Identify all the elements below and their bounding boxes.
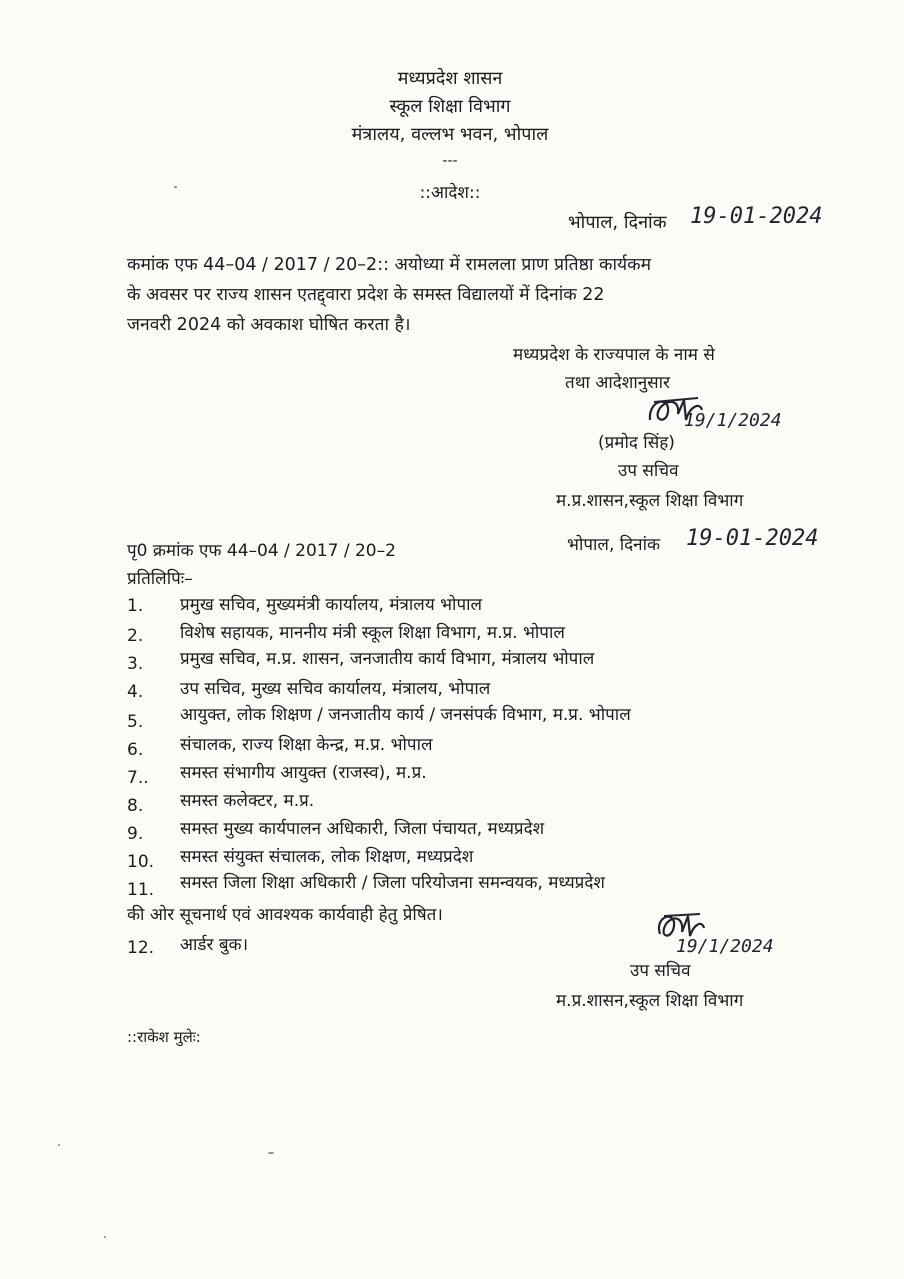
signatory-designation-1: उप सचिव: [618, 461, 679, 481]
signatory-department-1: म.प्र.शासन,स्कूल शिक्षा विभाग: [556, 491, 744, 511]
list-item-number: 1.: [127, 596, 144, 616]
header-line-department: स्कूल शिक्षा विभाग: [389, 96, 511, 117]
forward-note: की ओर सूचनार्थ एवं आवश्यक कार्यवाही हेतु प्रेषित।: [127, 905, 443, 925]
order-date-handwritten: 19-01-2024: [690, 204, 823, 229]
signature-date-1: 19/1/2024: [684, 410, 782, 431]
order-body-line-2: के अवसर पर राज्य शासन एतद्द्वारा प्रदेश के समस्त विद्यालयों में दिनांक 22: [127, 285, 605, 305]
list-item-number: 12.: [127, 938, 155, 958]
list-item-text: विशेष सहायक, माननीय मंत्री स्कूल शिक्षा विभाग, म.प्र. भोपाल: [180, 623, 565, 643]
list-item-number: 3.: [127, 654, 144, 674]
list-item-number: 7..: [127, 768, 149, 788]
list-item-text: समस्त मुख्य कार्यपालन अधिकारी, जिला पंचायत, मध्यप्रदेश: [180, 819, 545, 839]
scan-speck: [104, 1236, 106, 1238]
endorsement-place-date-label: भोपाल, दिनांक: [567, 535, 661, 555]
list-item-text: आर्डर बुक।: [180, 935, 249, 955]
order-place-date-label: भोपाल, दिनांक: [568, 212, 667, 233]
order-body-line-3: जनवरी 2024 को अवकाश घोषित करता है।: [127, 315, 411, 335]
copy-to-label: प्रतिलिपिः–: [127, 569, 193, 589]
order-body-line-1: कमांक एफ 44–04 / 2017 / 20–2:: अयोध्या में रामलला प्राण प्रतिष्ठा कार्यकम: [127, 255, 652, 275]
list-item-text: आयुक्त, लोक शिक्षण / जनजातीय कार्य / जनसंपर्क विभाग, म.प्र. भोपाल: [180, 705, 631, 725]
signatory-name: (प्रमोद सिंह): [598, 433, 675, 453]
list-item-text: संचालक, राज्य शिक्षा केन्द्र, म.प्र. भोपाल: [180, 735, 433, 755]
order-title: ::आदेश::: [419, 183, 481, 203]
list-item-text: समस्त जिला शिक्षा अधिकारी / जिला परियोजना समन्वयक, मध्यप्रदेश: [180, 873, 605, 893]
list-item-number: 8.: [127, 796, 144, 816]
scan-speck: [174, 186, 177, 188]
list-item-number: 11.: [127, 880, 155, 900]
typist-initials: ::राकेश मुलेः:: [127, 1028, 201, 1046]
list-item-number: 9.: [127, 824, 144, 844]
authority-line-2: तथा आदेशानुसार: [565, 373, 671, 393]
list-item-text: प्रमुख सचिव, मुख्यमंत्री कार्यालय, मंत्रालय भोपाल: [180, 595, 483, 615]
header-line-government: मध्यप्रदेश शासन: [397, 68, 503, 89]
endorsement-number: पृ0 क्रमांक एफ 44–04 / 2017 / 20–2: [127, 541, 396, 561]
signatory-designation-2: उप सचिव: [630, 961, 691, 981]
authority-line-1: मध्यप्रदेश के राज्यपाल के नाम से: [513, 345, 715, 365]
list-item-text: समस्त कलेक्टर, म.प्र.: [180, 791, 315, 811]
list-item-number: 6.: [127, 740, 144, 760]
scan-speck: [58, 1144, 60, 1146]
list-item-number: 4.: [127, 682, 144, 702]
header-divider: ---: [442, 153, 458, 169]
list-item-text: समस्त संभागीय आयुक्त (राजस्व), म.प्र.: [180, 763, 427, 783]
list-item-text: उप सचिव, मुख्य सचिव कार्यालय, मंत्रालय, भोपाल: [180, 679, 491, 699]
list-item-number: 10.: [127, 852, 155, 872]
header-line-address: मंत्रालय, वल्लभ भवन, भोपाल: [351, 124, 549, 145]
signatory-department-2: म.प्र.शासन,स्कूल शिक्षा विभाग: [556, 991, 744, 1011]
endorsement-date-handwritten: 19-01-2024: [686, 526, 819, 551]
signature-date-2: 19/1/2024: [676, 936, 774, 957]
list-item-text: समस्त संयुक्त संचालक, लोक शिक्षण, मध्यप्रदेश: [180, 847, 474, 867]
list-item-text: प्रमुख सचिव, म.प्र. शासन, जनजातीय कार्य विभाग, मंत्रालय भोपाल: [180, 649, 595, 669]
list-item-number: 2.: [127, 626, 144, 646]
scan-speck: [268, 1152, 274, 1154]
list-item-number: 5.: [127, 712, 144, 732]
